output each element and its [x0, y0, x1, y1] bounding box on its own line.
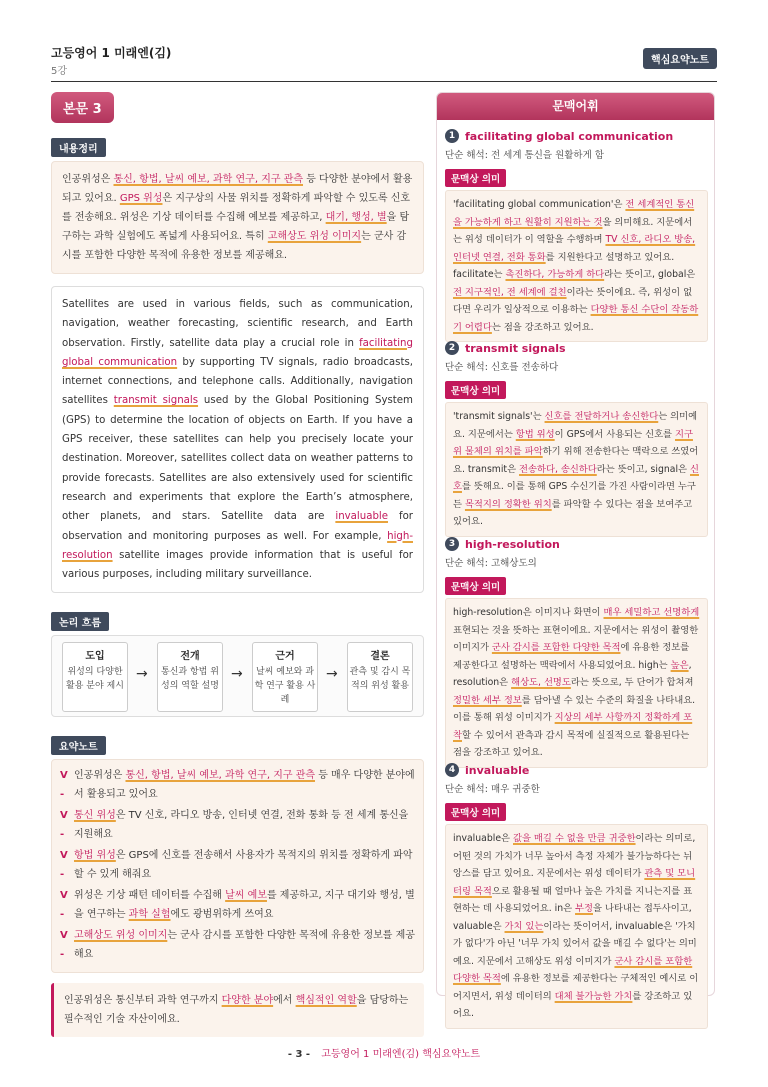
check-mark-icon: V -	[60, 930, 68, 961]
vocab-panel	[436, 92, 715, 1019]
arrow-right-icon: →	[231, 666, 243, 683]
flow-step-title: 도입	[85, 651, 105, 663]
note-type-badge: 핵심요약노트	[643, 48, 717, 69]
highlighted-phrase: 전 지구적인, 전 세계에 걸친	[453, 286, 567, 298]
highlighted-phrase: high-resolution	[62, 530, 413, 561]
page-header	[51, 44, 717, 82]
highlighted-phrase: 대체 불가능한 가치	[554, 990, 633, 1002]
highlighted-phrase: 전 세계적인 통신을 가능하게 하고 원활히 지원하는 것	[453, 199, 695, 228]
check-mark-icon: V -	[60, 890, 68, 921]
entry-number: 1	[445, 129, 459, 143]
context-meaning: 'transmit signals'는 신호를 전달하거나 송신한다는 의미예요. 지문에서는 항법 위성이 GPS에서 사용되는 신호를 지구 위 물체의 위치를 파악하기 위해 전송한다는 맥락으로 쓰였어요. transmit은 전송하다, 송신하다라는 뜻이고, signal은 신호를 뜻해요. 이를 통해 GPS 수신기를 가진 사람이라면 누구든 목적지의 정확한 위치를 파악할 수 있다는 점을 보여주고 있어요.	[445, 402, 708, 537]
vocab-term: facilitating global communication	[465, 129, 674, 143]
page-number: - 3 -	[287, 1049, 311, 1060]
vocab-term: high-resolution	[465, 537, 560, 551]
summary-note-text: 고해상도 위성 이미지는 군사 감시를 포함한 다양한 목적에 유용한 정보를 제공해요	[74, 930, 415, 961]
entry-number: 3	[445, 537, 459, 551]
highlighted-phrase: 정밀한 세부 정보	[453, 694, 522, 706]
korean-summary: 인공위성은 통신, 항법, 날씨 예보, 과학 연구, 지구 관측 등 다양한 분야에서 활용되고 있어요. GPS 위성은 지구상의 사물 위치를 정확하게 파악할 수 있도록 신호를 전송해요. 위성은 기상 데이터를 수집해 예보를 제공하고, 대기, 행성, 별을 탐구하는 과학 실험에도 폭넓게 사용되어요. 특히 고해상도 위성 이미지는 군사 감시를 포함한 다양한 목적에 유용한 정보를 제공해요.	[51, 161, 424, 274]
book-title: 고등영어 1 미래엔(김)	[51, 46, 172, 60]
entry-number: 4	[445, 763, 459, 777]
highlighted-phrase: 날씨 예보	[225, 890, 267, 902]
summary-note-item	[60, 846, 415, 884]
entry-number: 2	[445, 341, 459, 355]
highlighted-phrase: transmit signals	[113, 395, 199, 407]
page-footer	[0, 1045, 768, 1060]
arrow-right-icon: →	[136, 666, 148, 683]
highlighted-phrase: 지구 위 물체의 위치를 파악	[453, 428, 693, 457]
flow-step-desc: 날씨 예보와 과학 연구 활용 사례	[254, 667, 316, 706]
highlighted-phrase: 군사 감시를 포함한 다양한 목적	[491, 642, 621, 653]
highlighted-phrase: 부정	[575, 903, 594, 914]
highlighted-phrase: 높은	[670, 659, 689, 671]
vocab-gloss: 단순 해석: 고해상도의	[445, 558, 537, 569]
flow-step-title: 결론	[370, 651, 390, 663]
highlighted-phrase: 값을 매길 수 없을 만큼 귀중한	[513, 833, 636, 844]
arrow-right-icon: →	[326, 666, 338, 683]
summary-note-item	[60, 926, 415, 964]
highlighted-phrase: invaluable	[335, 511, 389, 523]
flow-step-intro	[62, 642, 128, 712]
flow-step-evidence	[252, 642, 318, 712]
logic-flow	[51, 635, 424, 717]
summary-notes	[51, 759, 424, 973]
summary-note-item	[60, 766, 415, 804]
lesson-number: 5강	[51, 66, 68, 77]
highlighted-phrase: 통신 위성	[74, 810, 116, 822]
summary-note-text: 통신 위성은 TV 신호, 라디오 방송, 인터넷 연결, 전화 통화 등 전 세계 통신을 지원해요	[74, 810, 409, 841]
vocab-entry-3	[445, 537, 708, 768]
context-meaning-tag: 문맥상 의미	[445, 577, 506, 595]
vocab-entry-2	[445, 341, 708, 537]
conclusion-box: 인공위성은 통신부터 과학 연구까지 다양한 분야에서 핵심적인 역할을 담당하는 필수적인 기술 자산이에요.	[51, 983, 424, 1037]
highlighted-phrase: 촉진하다, 가능하게 하다	[505, 269, 605, 280]
flow-step-development	[157, 642, 223, 712]
flow-step-conclusion	[347, 642, 413, 712]
footer-title: 고등영어 1 미래엔(김) 핵심요약노트	[321, 1049, 481, 1060]
summary-note-text: 인공위성은 통신, 항법, 날씨 예보, 과학 연구, 지구 관측 등 매우 다양한 분야에서 활용되고 있어요	[74, 770, 415, 801]
context-meaning-tag: 문맥상 의미	[445, 169, 506, 187]
logic-flow-tag: 논리 흐름	[51, 612, 109, 631]
vocab-term: transmit signals	[465, 341, 566, 355]
vocab-gloss: 단순 해석: 신호를 전송하다	[445, 362, 559, 373]
highlighted-phrase: 항법 위성	[74, 850, 116, 862]
check-mark-icon: V -	[60, 810, 68, 841]
highlighted-phrase: 군사 감시를 포함한 다양한 목적	[453, 955, 693, 984]
summary-note-item	[60, 886, 415, 924]
highlighted-phrase: 해상도, 선명도	[511, 677, 571, 688]
highlighted-phrase: 지상의 세부 사항까지 정확하게 포착	[453, 712, 693, 741]
highlighted-phrase: 신호를 전달하거나 송신한다	[544, 411, 659, 422]
context-meaning-tag: 문맥상 의미	[445, 803, 506, 821]
highlighted-phrase: 가치 있는	[504, 920, 544, 932]
summary-notes-tag: 요약노트	[51, 736, 106, 755]
highlighted-phrase: 통신, 항법, 날씨 예보, 과학 연구, 지구 관측	[125, 770, 316, 782]
context-meaning: high-resolution은 이미지나 화면이 매우 세밀하고 선명하게 표현되는 것을 뜻하는 표현이에요. 지문에서는 위성이 촬영한 이미지가 군사 감시를 포함한 다양한 목적에 유용한 정보를 제공한다고 설명하는 맥락에서 사용되었어요. high는 높은, resolution은 해상도, 선명도라는 뜻으로, 두 단어가 합쳐져 정밀한 세부 정보를 담아낼 수 있는 수준의 화질을 나타내요. 이를 통해 위성 이미지가 지상의 세부 사항까지 정확하게 포착할 수 있어서 관측과 감시 목적에 실질적으로 활용된다는 점을 강조하고 있어요.	[445, 598, 708, 768]
highlighted-phrase: 고해상도 위성 이미지	[267, 231, 362, 242]
check-mark-icon: V -	[60, 770, 68, 801]
context-meaning-tag: 문맥상 의미	[445, 381, 506, 399]
vocab-entry-1	[445, 129, 708, 342]
highlighted-phrase: 다양한 통신 수단이 작동하기 어렵다	[453, 304, 699, 333]
vocab-entry-4	[445, 763, 708, 1029]
highlighted-phrase: 과학 실험	[128, 909, 171, 921]
highlighted-phrase: 신호	[453, 463, 699, 492]
vocab-term: invaluable	[465, 763, 530, 777]
section-title: 본문 3	[51, 92, 114, 123]
vocab-gloss: 단순 해석: 매우 귀중한	[445, 784, 540, 795]
highlighted-phrase: TV 신호, 라디오 방송, 인터넷 연결, 전화 통화	[453, 234, 696, 263]
summary-note-text: 위성은 기상 패턴 데이터를 수집해 날씨 예보를 제공하고, 지구 대기와 행성, 별을 연구하는 과학 실험에도 광범위하게 쓰여요	[74, 890, 415, 921]
check-mark-icon: V -	[60, 850, 68, 881]
highlighted-phrase: 대기, 행성, 별	[325, 212, 387, 223]
flow-step-desc: 통신과 항법 위성의 역할 설명	[161, 667, 219, 692]
left-column	[51, 92, 424, 1037]
flow-step-title: 근거	[275, 651, 295, 663]
context-meaning: 'facilitating global communication'은 전 세계적인 통신을 가능하게 하고 원활히 지원하는 것을 의미해요. 지문에서는 위성 데이터가 이 역할을 수행하며 TV 신호, 라디오 방송, 인터넷 연결, 전화 통화를 지원한다고 설명하고 있어요. facilitate는 촉진하다, 가능하게 하다라는 뜻이고, global은 전 지구적인, 전 세계에 걸친이라는 뜻이에요. 즉, 위성이 없다면 우리가 일상적으로 이용하는 다양한 통신 수단이 작동하기 어렵다는 점을 강조하고 있어요.	[445, 190, 708, 342]
flow-step-title: 전개	[180, 651, 200, 663]
flow-step-desc: 위성의 다양한 활용 분야 제시	[66, 667, 124, 692]
highlighted-phrase: 다양한 분야	[221, 995, 274, 1007]
highlighted-phrase: GPS 위성	[119, 193, 163, 204]
vocab-gloss: 단순 해석: 전 세계 통신을 원활하게 함	[445, 150, 604, 161]
highlighted-phrase: 매우 세밀하고 선명하게	[603, 607, 700, 618]
english-passage: Satellites are used in various fields, such as communication, navigation, weather forecasting, scientific research, and Earth observation. Firstly, satellite data play a crucial role in facilitating global communication by supporting TV signals, radio broadcasts, internet connections, and telephone calls. Additionally, navigation satellites transmit signals used by the Global Positioning System (GPS) to determine the location of objects on Earth. If you have a GPS receiver, these satellites can help you precisely locate your destination. Moreover, satellites collect data on weather patterns to provide forecasts. Satellites are also extensively used for scientific research and experiments that explore the Earth’s atmosphere, other planets, and stars. Satellite data are invaluable for observation and monitoring purposes as well. For example, high-resolution satellite images provide information that is useful for various purposes, including military surveillance.	[51, 286, 424, 593]
highlighted-phrase: 목적지의 정확한 위치	[464, 498, 552, 510]
highlighted-phrase: 고해상도 위성 이미지	[74, 930, 168, 942]
highlighted-phrase: 관측 및 모니터링 목적	[453, 868, 696, 897]
highlighted-phrase: 전송하다, 송신하다	[519, 463, 597, 475]
vocab-panel-title: 문맥어휘	[437, 93, 714, 120]
summary-note-item	[60, 806, 415, 844]
highlighted-phrase: 핵심적인 역할	[295, 995, 357, 1007]
summary-note-text: 항법 위성은 GPS에 신호를 전송해서 사용자가 목적지의 위치를 정확하게 파악할 수 있게 해줘요	[74, 850, 413, 881]
highlighted-phrase: 항법 위성	[515, 428, 555, 440]
flow-step-desc: 관측 및 감시 목적의 위성 활용	[349, 667, 411, 692]
summary-tag: 내용정리	[51, 138, 106, 157]
highlighted-phrase: 통신, 항법, 날씨 예보, 과학 연구, 지구 관측	[113, 174, 304, 185]
highlighted-phrase: facilitating global communication	[62, 337, 413, 368]
context-meaning: invaluable은 값을 매길 수 없을 만큼 귀중한이라는 의미로, 어떤 것의 가치가 너무 높아서 측정 자체가 불가능하다는 뉘앙스를 담고 있어요. 지문에서는 위성 데이터가 관측 및 모니터링 목적으로 활용될 때 얼마나 높은 가치를 지니는지를 표현하는 데 사용되었어요. in은 부정을 나타내는 접두사이고, valuable은 가치 있는이라는 뜻이어서, invaluable은 '가치가 없다'가 아닌 '너무 가치 있어서 값을 매길 수 없다'는 의미예요. 지문에서 고해상도 위성 이미지가 군사 감시를 포함한 다양한 목적에 유용한 정보를 제공한다는 구체적인 예시로 이어지면서, 위성 데이터의 대체 불가능한 가치를 강조하고 있어요.	[445, 824, 708, 1029]
